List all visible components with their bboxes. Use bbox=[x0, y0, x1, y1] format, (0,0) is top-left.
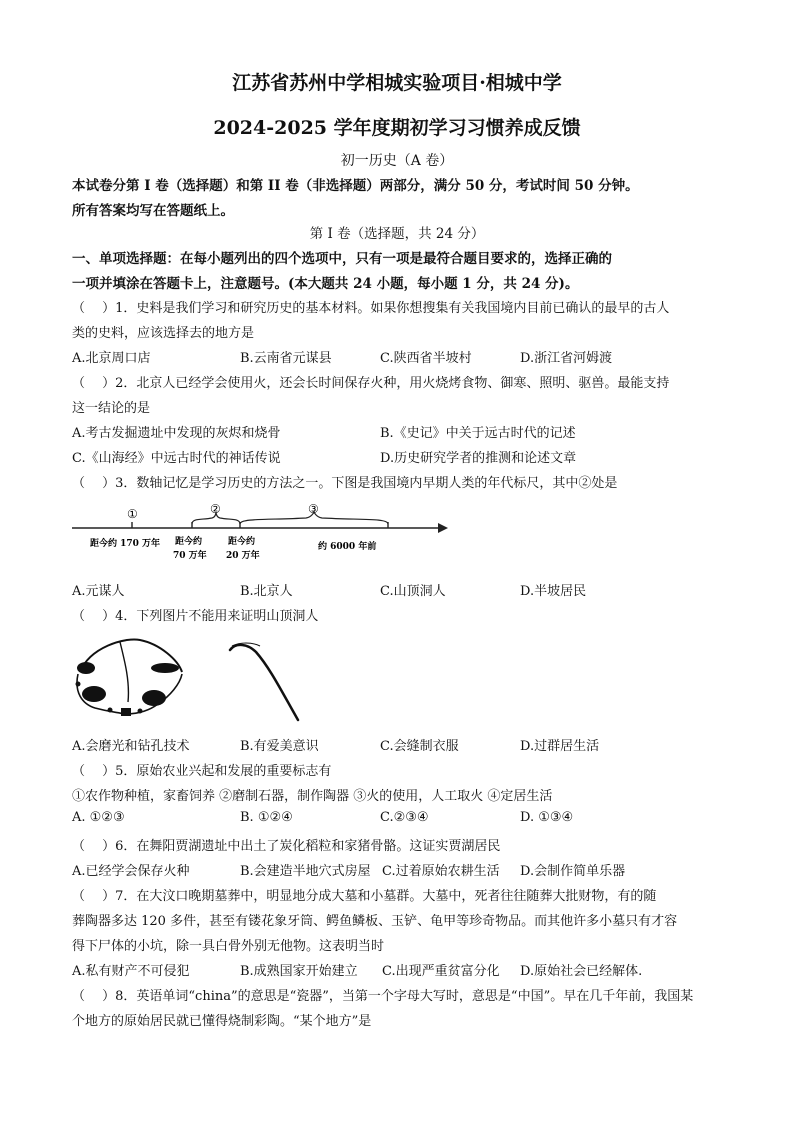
q4-option-a: A.会磨光和钻孔技术 bbox=[72, 739, 190, 754]
label-70-b: 70 万年 bbox=[173, 551, 207, 561]
necklace-image bbox=[70, 632, 200, 722]
q1-option-c: C.陕西省半坡村 bbox=[380, 351, 472, 366]
q2-option-d: D.历史研究学者的推测和论述文章 bbox=[380, 451, 577, 466]
label-70-a: 距今约 bbox=[175, 537, 203, 547]
q5-option-b: B. ①②④ bbox=[240, 810, 293, 825]
q6-option-a: A.已经学会保存火种 bbox=[72, 864, 190, 879]
q3-stem-1: （ ）3．数轴记忆是学习历史的方法之一。下图是我国境内早期人类的年代标尺，其中②处是 bbox=[72, 476, 618, 491]
q6-option-b: B.会建造半地穴式房屋 bbox=[240, 864, 371, 879]
q6-stem-1: （ ）6．在舞阳贾湖遗址中出土了炭化稻粒和家猪骨骼。这证实贾湖居民 bbox=[72, 839, 501, 854]
instructions-line-1: 本试卷分第 I 卷（选择题）和第 II 卷（非选择题）两部分，满分 50 分，考试时间 50 分钟。 bbox=[72, 178, 639, 194]
q5-stem-1: （ ）5．原始农业兴起和发展的重要标志有 bbox=[72, 764, 332, 779]
label-6000: 约 6000 年前 bbox=[318, 542, 377, 552]
label-170: 距今约 170 万年 bbox=[90, 539, 161, 549]
section-title: 第 I 卷（选择题，共 24 分） bbox=[309, 226, 485, 242]
q7-option-c: C.出现严重贫富分化 bbox=[382, 964, 500, 979]
label-20-a: 距今约 bbox=[228, 537, 256, 547]
q5-stem-2: ①农作物种植，家畜饲养 ②磨制石器，制作陶器 ③火的使用，人工取火 ④定居生活 bbox=[72, 789, 553, 804]
bone-needle-image bbox=[226, 636, 306, 726]
q3-option-a: A.元谋人 bbox=[72, 584, 125, 599]
q4-stem-1: （ ）4．下列图片不能用来证明山顶洞人 bbox=[72, 609, 319, 624]
marker-1: ① bbox=[127, 507, 138, 521]
q1-option-d: D.浙江省河姆渡 bbox=[520, 351, 613, 366]
q7-option-a: A.私有财产不可侵犯 bbox=[72, 964, 190, 979]
q6-option-c: C.过着原始农耕生活 bbox=[382, 864, 500, 879]
timeline-arrow-icon bbox=[438, 523, 448, 533]
q2-option-b: B.《史记》中关于远古时代的记述 bbox=[380, 426, 576, 441]
q1-stem-2: 类的史料，应该选择去的地方是 bbox=[72, 326, 255, 341]
q2-option-c: C.《山海经》中远古时代的神话传说 bbox=[72, 451, 281, 466]
label-20-b: 20 万年 bbox=[226, 551, 260, 561]
section-desc-1: 一、单项选择题：在每小题列出的四个选项中，只有一项是最符合题目要求的，选择正确的 bbox=[72, 251, 612, 267]
instructions-line-2: 所有答案均写在答题纸上。 bbox=[72, 203, 234, 219]
q3-option-c: C.山顶洞人 bbox=[380, 584, 446, 599]
q7-stem-2: 葬陶器多达 120 多件，甚至有镂花象牙筒、鳄鱼鳞板、玉铲、龟甲等珍奇物品。而其他许多小墓只有才容 bbox=[72, 914, 678, 929]
q5-option-a: A. ①②③ bbox=[72, 810, 125, 825]
q2-stem-2: 这一结论的是 bbox=[72, 401, 151, 416]
q1-stem-1: （ ）1．史料是我们学习和研究历史的基本材料。如果你想搜集有关我国境内目前已确认的最早的古人 bbox=[72, 301, 670, 316]
q4-option-d: D.过群居生活 bbox=[520, 739, 600, 754]
q1-option-a: A.北京周口店 bbox=[72, 351, 151, 366]
q4-option-b: B.有爱美意识 bbox=[240, 739, 319, 754]
marker-2: ② bbox=[210, 502, 221, 516]
q7-option-b: B.成熟国家开始建立 bbox=[240, 964, 358, 979]
section-desc-2: 一项并填涂在答题卡上，注意题号。(本大题共 24 小题，每小题 1 分，共 24 分)。 bbox=[72, 276, 579, 292]
q8-stem-2: 个地方的原始居民就已懂得烧制彩陶。“某个地方”是 bbox=[72, 1014, 372, 1029]
q3-option-d: D.半坡居民 bbox=[520, 584, 587, 599]
q7-stem-1: （ ）7．在大汶口晚期墓葬中，明显地分成大墓和小墓群。大墓中，死者往往随葬大批财物，有的随 bbox=[72, 889, 657, 904]
q6-option-d: D.会制作简单乐器 bbox=[520, 864, 626, 879]
q4-option-c: C.会缝制衣服 bbox=[380, 739, 459, 754]
q2-stem-1: （ ）2．北京人已经学会使用火，还会长时间保存火种，用火烧烤食物、御寒、照明、驱兽。最能支持 bbox=[72, 376, 670, 391]
exam-title: 2024-2025 学年度期初学习习惯养成反馈 bbox=[213, 117, 581, 139]
school-title: 江苏省苏州中学相城实验项目·相城中学 bbox=[232, 72, 562, 94]
q8-stem-1: （ ）8．英语单词“china”的意思是“瓷器”，当第一个字母大写时，意思是“中国”。早在几千年前，我国某 bbox=[72, 989, 694, 1004]
q7-stem-3: 得下尸体的小坑，除一具白骨外别无他物。这表明当时 bbox=[72, 939, 385, 954]
marker-3: ③ bbox=[308, 502, 319, 516]
q3-option-b: B.北京人 bbox=[240, 584, 293, 599]
q7-option-d: D.原始社会已经解体. bbox=[520, 964, 643, 979]
q5-option-c: C.②③④ bbox=[380, 810, 429, 825]
q1-option-b: B.云南省元谋县 bbox=[240, 351, 332, 366]
q2-option-a: A.考古发掘遗址中发现的灰烬和烧骨 bbox=[72, 426, 281, 441]
timeline-figure bbox=[70, 500, 450, 572]
subject-title: 初一历史（A 卷） bbox=[340, 153, 454, 169]
q5-option-d: D. ①③④ bbox=[520, 810, 574, 825]
